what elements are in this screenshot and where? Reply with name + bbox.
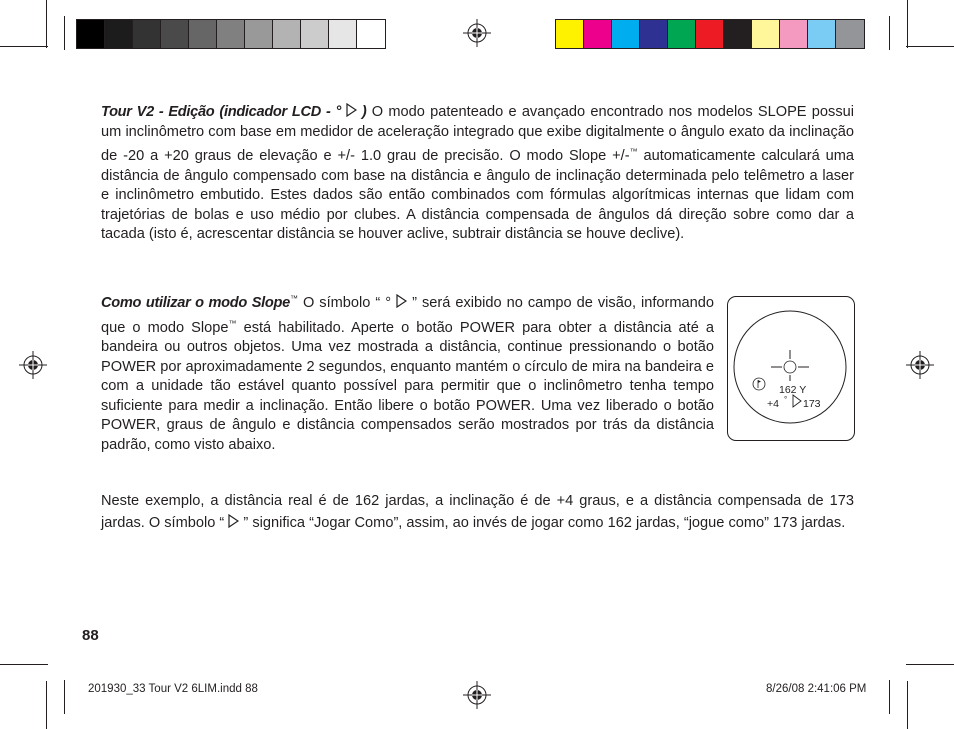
grayscale-bar [76, 19, 386, 49]
gray-swatch [77, 20, 105, 48]
color-swatch [668, 20, 696, 48]
slope-mode-paragraph: Tour V2 - Edição (indicador LCD - ° ) O modo patenteado e avançado encontrado nos modelos SLOPE possui um inclinômetro com base em medidor de aceleração integrado que exibe digitalmente o ângulo exato da inclinação de -20 a +20 graus de elevação e +/- 1.0 grau de precisão. O modo Slope +/-™ automaticamente calculará uma distância de ângulo compensado com base na distância e ângulo de inclinação determinada pelo telêmetro a laser e inclinômetro embutido. Estes dados são então combinados com fórmulas algorítmicas internas que lidam com trajetórias de bolas e uso médio por clubes. A distância compensada de ângulos dá direção sobre como dar a tacada (isto é, acrescentar distância se houver aclive, subtrair distância se houve declive). [101, 104, 854, 242]
color-swatch [836, 20, 864, 48]
registration-mark-icon [463, 19, 491, 47]
example-paragraph: Neste exemplo, a distância real é de 162 jardas, a inclinação é de +4 graus, e a distância compensada de 173 jardas. O símbolo “ ” significa “Jogar Como”, assim, ao invés de jogar como 162 jardas, “jogue como” 173 jardas. [101, 493, 854, 531]
lcd-angle: +4 [767, 398, 779, 410]
color-swatch [556, 20, 584, 48]
color-swatch [584, 20, 612, 48]
gray-swatch [189, 20, 217, 48]
registration-mark-icon [463, 681, 491, 709]
gray-swatch [329, 20, 357, 48]
gray-swatch [357, 20, 385, 48]
slope-mode-heading: Tour V2 - Edição (indicador LCD - ° ) [101, 104, 367, 120]
color-swatch [780, 20, 808, 48]
page-number: 88 [82, 627, 99, 644]
how-to-use-heading: Como utilizar o modo Slope [101, 295, 290, 311]
color-swatch [724, 20, 752, 48]
color-swatch [808, 20, 836, 48]
slug-timestamp: 8/26/08 2:41:06 PM [766, 683, 867, 695]
color-swatch [696, 20, 724, 48]
gray-swatch [161, 20, 189, 48]
lcd-degree: ° [784, 395, 788, 404]
lcd-distance: 162 Y [779, 384, 807, 396]
gray-swatch [217, 20, 245, 48]
registration-mark-icon [19, 351, 47, 379]
slug-file-info: 201930_33 Tour V2 6LIM.indd 88 [88, 683, 258, 695]
play-as-triangle-icon [228, 514, 239, 528]
color-swatch [640, 20, 668, 48]
lcd-display-illustration [727, 296, 855, 441]
registration-mark-icon [906, 351, 934, 379]
play-as-triangle-icon [346, 103, 357, 117]
gray-swatch [245, 20, 273, 48]
gray-swatch [133, 20, 161, 48]
color-swatch [752, 20, 780, 48]
lcd-compensated-distance: 173 [803, 398, 821, 410]
color-swatch [612, 20, 640, 48]
viewfinder-icon [728, 297, 854, 440]
color-bar [555, 19, 865, 49]
gray-swatch [273, 20, 301, 48]
play-as-triangle-icon [396, 294, 407, 308]
gray-swatch [105, 20, 133, 48]
how-to-use-paragraph: Como utilizar o modo Slope™ O símbolo “ ° ” será exibido no campo de visão, informando que o modo Slope™ está habilitado. Aperte o botão POWER para obter a distância até a bandeira ou outros objetos. Uma vez mostrada a distância, continue pressionando o botão POWER por aproximadamente 2 segundos, enquanto mantém o círculo de mira na bandeira e com a unidade tão estável quanto possível para permitir que o inclinômetro tenha tempo suficiente para medir a inclinação. Então libere o botão POWER. Uma vez liberado o botão POWER, graus de ângulo e distância compensados serão mostrados por trás da distância padrão, como visto abaixo. [101, 294, 715, 453]
gray-swatch [301, 20, 329, 48]
